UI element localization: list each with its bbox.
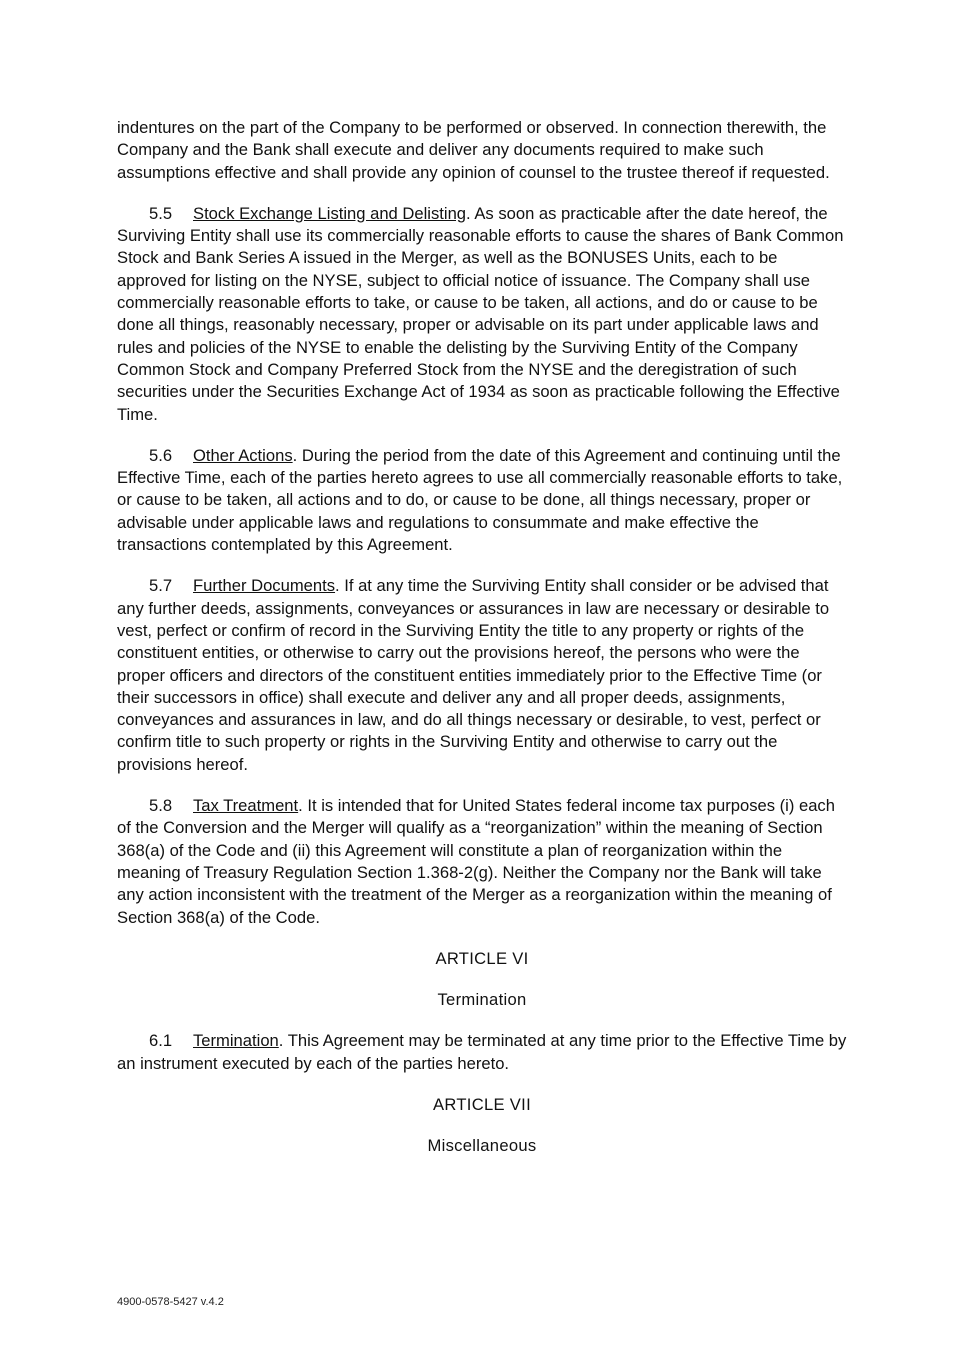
article-7-subtitle: Miscellaneous [427, 1136, 537, 1156]
section-heading: Stock Exchange Listing and Delisting [193, 203, 467, 223]
article-7-title: ARTICLE VII [433, 1094, 531, 1114]
section-body: . It is intended that for United States federal income tax purposes (i) each of the Conversion and the Merger will qualify as a “reorganization” within the meaning of Section 368(a) of the Code and (ii) this Agreement will constitute a plan of reorganization within the meaning of Treasury Regulation Section 1.368-2(g). Neither the Company nor the Bank will take any action inconsistent with the treatment of the Merger as a reorganization within the meaning of Section 368(a) of the Code. [117, 796, 835, 927]
continuation-paragraph: indentures on the part of the Company to be performed or observed. In connection therewith, the Company and the Bank shall execute and deliver any documents required to make such assumptions effective and shall provide any opinion of counsel to the trustee thereof if requested. [117, 118, 830, 182]
section-5-5 [117, 203, 847, 426]
article-6-title: ARTICLE VI [435, 948, 529, 968]
document-footer-id: 4900-0578-5427 v.4.2 [117, 1296, 224, 1308]
section-number: 5.7 [149, 576, 173, 596]
article-6-subtitle: Termination [437, 990, 527, 1010]
section-heading: Tax Treatment [193, 796, 299, 816]
section-heading: Other Actions [193, 445, 293, 465]
section-body: . As soon as practicable after the date hereof, the Surviving Entity shall use its commercially reasonable efforts to cause the shares of Bank Common Stock and Bank Series A issued in the Merger, as well as the BONUSES Units, each to be approved for listing on the NYSE, subject to official notice of issuance. The Company shall use commercially reasonable efforts to take, or cause to be taken, all actions, and do or cause to be done all things, reasonably necessary, proper or advisable on its part under applicable laws and rules and policies of the NYSE to enable the delisting by the Surviving Entity of the Company Common Stock and Company Preferred Stock from the NYSE and the deregistration of such securities under the Securities Exchange Act of 1934 as soon as practicable following the Effective Time. [117, 203, 844, 424]
section-5-8 [117, 795, 847, 929]
section-number: 6.1 [149, 1031, 173, 1051]
section-heading: Termination [193, 1031, 279, 1051]
section-heading: Further Documents [193, 576, 336, 596]
section-number: 5.6 [149, 445, 173, 465]
section-5-6 [117, 445, 847, 556]
section-body: . During the period from the date of this Agreement and continuing until the Effective Time, each of the parties hereto agrees to use all commercially reasonable efforts to take, or cause to be taken, all actions and to do, or cause to be done, all things necessary, proper or advisable under applicable laws and regulations to consummate and make effective the transactions contemplated by this Agreement. [117, 445, 843, 555]
section-number: 5.8 [149, 796, 173, 816]
section-number: 5.5 [149, 203, 173, 223]
section-5-7 [117, 575, 847, 776]
section-body: . This Agreement may be terminated at any time prior to the Effective Time by an instrument executed by each of the parties hereto. [117, 1031, 847, 1073]
section-body: . If at any time the Surviving Entity shall consider or be advised that any further deeds, assignments, conveyances or assurances in law are necessary or desirable to vest, perfect or confirm of record in the Surviving Entity the title to any property or rights of the constituent entities, or otherwise to carry out the provisions hereof, the persons who were the proper officers and directors of the constituent entities immediately prior to the Effective Time (or their successors in office) shall execute and deliver any and all proper deeds, assignments, conveyances and assurances in law, and do all things necessary or desirable, to vest, perfect or confirm title to such property or rights in the Surviving Entity and otherwise to carry out the provisions hereof. [117, 576, 830, 774]
document-body [117, 117, 847, 1177]
section-6-1 [117, 1030, 847, 1075]
